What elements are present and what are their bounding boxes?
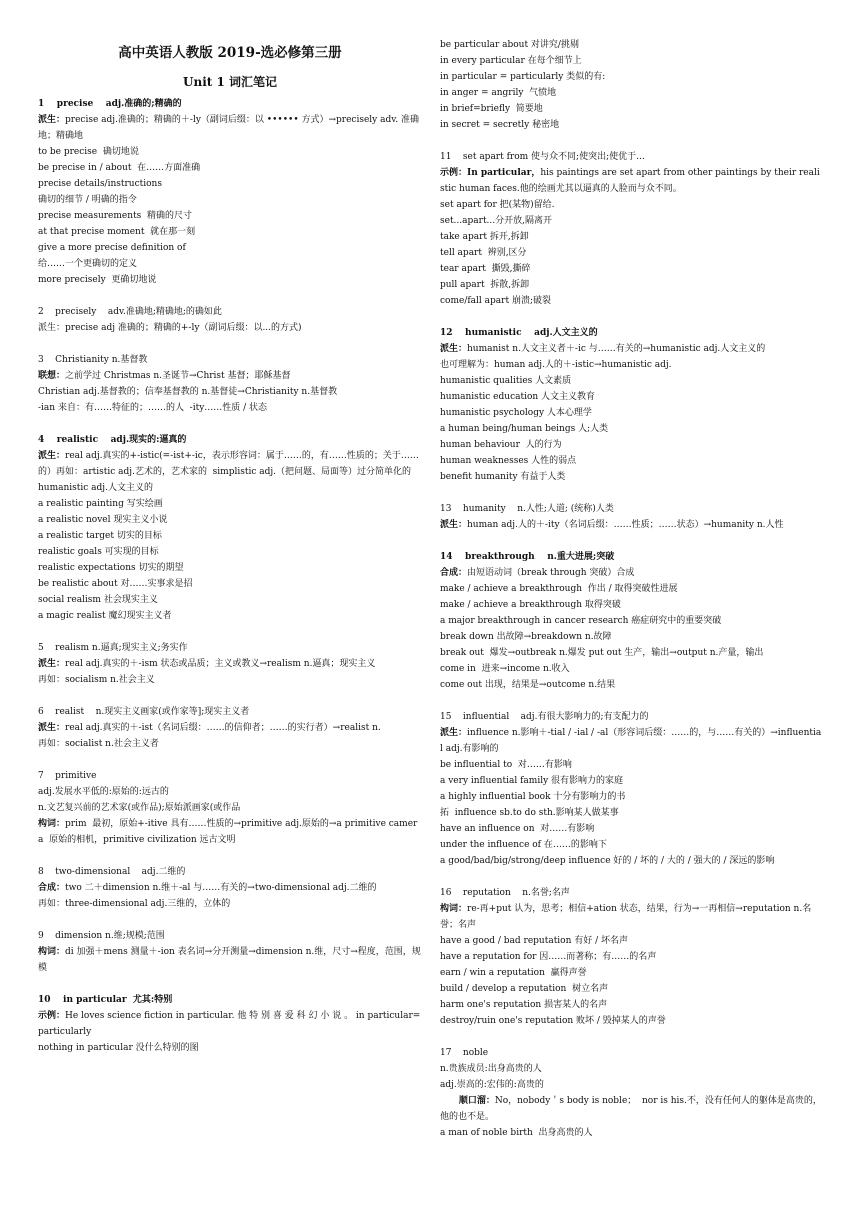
entry-line-text: break down 出故障→breakdown n.故障 — [440, 632, 612, 642]
entry-line — [38, 256, 422, 272]
entry-line-text: benefit humanity 有益于人类 — [440, 472, 566, 482]
entry-line — [38, 720, 422, 736]
entry-line — [38, 1008, 422, 1040]
entry-line — [38, 272, 422, 288]
entry-line — [440, 1013, 824, 1029]
entry-line — [38, 400, 422, 416]
entry-line-text: precise measurements 精确的尺寸 — [38, 211, 192, 221]
entry-line — [440, 661, 824, 677]
entry-line — [440, 757, 824, 773]
entry-line-text: be realistic about 对……实事求是招 — [38, 579, 193, 589]
entry-line-text: in brief=briefly 简要地 — [440, 104, 543, 114]
entry-line — [440, 629, 824, 645]
entry-line-text: realistic expectations 切实的期望 — [38, 563, 184, 573]
entry-line — [440, 69, 824, 85]
entry-line — [38, 448, 422, 480]
entry-line-text: build / develop a reputation 树立名声 — [440, 984, 609, 994]
entry-line-text: a human being/human beings 人;人类 — [440, 424, 609, 434]
entry-line-text: make / achieve a breakthrough 作出 / 取得突破性进展 — [440, 584, 678, 594]
entry-line — [38, 544, 422, 560]
entry-line — [38, 480, 422, 496]
entry-line-label: 合成： — [440, 568, 468, 578]
entry-line-text: adj.崇高的:宏伟的:高贵的 — [440, 1080, 544, 1090]
entry-line-text: have an influence on 对……有影响 — [440, 824, 595, 834]
entry-line-text: prim 最初，原始+-itive 具有……性质的→primitive adj.原始的→a primitive camera 原始的相机，primitive civilization 远古文明 — [38, 819, 418, 845]
entry-line-text: precise adj.准确的；精确的＋-ly（副词后缀：以 •••••• 方式）→precisely adv. 准确地；精确地 — [38, 115, 419, 141]
entry-heading: 6 realist n.现实主义画家(或作家等];现实主义者 — [38, 707, 250, 717]
entry-line-text: -ian 来自：有……特征的；……的人 -ity……性质 / 状态 — [38, 403, 268, 413]
entry-line-text: a realistic painting 写实绘画 — [38, 499, 163, 509]
entry-line — [440, 901, 824, 933]
entry-line-text: tell apart 辨别,区分 — [440, 248, 527, 258]
entry-line-label: 构词： — [38, 947, 66, 957]
entry-line — [440, 421, 824, 437]
entry-heading: 10 in particular 尤其:特别 — [38, 995, 173, 1005]
entry-heading: 9 dimension n.维;规模;范围 — [38, 931, 165, 941]
entry-line — [38, 784, 422, 800]
entry-line-label: 联想： — [38, 371, 66, 381]
entry-line-text: break out 爆发→outbreak n.爆发 put out 生产，输出→output n.产量，输出 — [440, 648, 764, 658]
entry-line — [38, 592, 422, 608]
entry-line — [440, 373, 824, 389]
entry-line — [38, 576, 422, 592]
entry-line-text: humanistic adj.人文主义的 — [38, 483, 153, 493]
entry-line-label: 派生： — [440, 344, 468, 354]
vocab-entry — [38, 928, 422, 976]
entry-line-text: make / achieve a breakthrough 取得突破 — [440, 600, 621, 610]
entry-line — [38, 320, 422, 336]
entry-heading: 14 breakthrough n.重大进展;突破 — [440, 552, 615, 562]
entry-line — [440, 949, 824, 965]
entry-line-text: have a reputation for 因……而著称；有……的名声 — [440, 952, 657, 962]
vocab-entry — [38, 704, 422, 752]
entry-line-text: 确切的细节 / 明确的指令 — [38, 195, 137, 205]
entry-line — [440, 37, 824, 53]
entry-line — [440, 613, 824, 629]
left-column — [38, 44, 422, 1072]
entry-line-text: in every particular 在每个细节上 — [440, 56, 582, 66]
entry-line — [440, 229, 824, 245]
entry-line-text: real adj.真实的＋-ist（名词后缀：……的信仰者；……的实行者）→realist n. — [65, 723, 381, 733]
vocab-entry — [440, 549, 824, 693]
entry-line-text: a major breakthrough in cancer research 癌症研究中的重要突破 — [440, 616, 722, 626]
entry-line — [38, 944, 422, 976]
entry-line — [38, 176, 422, 192]
entry-line-text: 派生：precise adj 准确的；精确的+-ly（副词后缀：以...的方式) — [38, 323, 302, 333]
entry-line-text: tear apart 撕毁,撕碎 — [440, 264, 531, 274]
entry-line — [38, 736, 422, 752]
entry-line-text: real adj.真实的+-istic(=-ist+-ic，表示形容词：属于……的，有……性质的；关于……的）再如：artistic adj.艺术的，艺术家的 simplistic adj.（把问题、局面等）过分简单化的 — [38, 451, 419, 477]
entry-heading: 12 humanistic adj.人文主义的 — [440, 328, 598, 338]
entry-line — [440, 805, 824, 821]
entry-heading: 2 precisely adv.准确地;精确地;的确如此 — [38, 307, 222, 317]
entry-line — [440, 469, 824, 485]
entry-line-text: 由短语动词（break through 突破）合成 — [467, 568, 635, 578]
entry-line-text: earn / win a reputation 赢得声誉 — [440, 968, 587, 978]
right-entries — [440, 37, 824, 1141]
entry-heading: 3 Christianity n.基督教 — [38, 355, 148, 365]
entry-line — [440, 789, 824, 805]
entry-line-text: come/fall apart 崩溃;破裂 — [440, 296, 551, 306]
entry-line — [440, 277, 824, 293]
entry-line — [440, 101, 824, 117]
entry-line — [440, 565, 824, 581]
entry-line-text: a very influential family 很有影响力的家庭 — [440, 776, 624, 786]
entry-line-text: to be precise 确切地说 — [38, 147, 139, 157]
entry-line — [440, 53, 824, 69]
entry-line-text: re-再+put 认为，思考；相信+ation 状态，结果，行为→一再相信→reputation n.名誉；名声 — [440, 904, 812, 930]
vocab-entry — [38, 768, 422, 848]
entry-line-label: 派生： — [38, 451, 66, 461]
entry-heading: 5 realism n.逼真;现实主义;务实作 — [38, 643, 188, 653]
entry-line-text: human weaknesses 人性的弱点 — [440, 456, 577, 466]
entry-line-text: n.文艺复兴前的艺术家(或作品);原始派画家(或作品 — [38, 803, 241, 813]
entry-line-text: a magic realist 魔幻现实主义者 — [38, 611, 172, 621]
entry-line-text: be influential to 对……有影响 — [440, 760, 572, 770]
vocab-entry — [38, 864, 422, 912]
right-column — [440, 37, 824, 1157]
entry-line — [440, 933, 824, 949]
entry-line — [440, 517, 824, 533]
vocab-entry — [38, 304, 422, 336]
entry-line — [38, 896, 422, 912]
entry-line-text: 也可理解为：human adj.人的＋-istic→humanistic adj. — [440, 360, 672, 370]
entry-line — [440, 597, 824, 613]
entry-line-text: 再如：socialism n.社会主义 — [38, 675, 155, 685]
entry-line-text: realistic goals 可实现的目标 — [38, 547, 159, 557]
entry-line — [38, 496, 422, 512]
entry-line — [440, 677, 824, 693]
entry-line — [440, 821, 824, 837]
entry-line — [440, 725, 824, 757]
entry-line — [440, 1077, 824, 1093]
unit-subtitle: Unit 1 词汇笔记 — [183, 75, 277, 89]
entry-line-text: in particular = particularly 类似的有: — [440, 72, 606, 82]
entry-line-text: two 二＋dimension n.维＋-al 与……有关的→two-dimensional adj.二维的 — [65, 883, 377, 893]
entry-heading: 7 primitive — [38, 771, 97, 781]
vocab-entry — [440, 325, 824, 485]
entry-line-text: pull apart 拆散,拆卸 — [440, 280, 530, 290]
entry-line-text: have a good / bad reputation 有好 / 坏名声 — [440, 936, 629, 946]
entry-line-label: 派生： — [440, 520, 468, 530]
entry-line-text: nothing in particular 没什么特别的图 — [38, 1043, 199, 1053]
entry-line — [440, 341, 824, 357]
entry-heading: 1 precise adj.准确的;精确的 — [38, 99, 182, 109]
entry-line — [38, 144, 422, 160]
entry-line — [440, 773, 824, 789]
entry-line — [440, 85, 824, 101]
entry-line-text: at that precise moment 就在那一刻 — [38, 227, 196, 237]
entry-line — [440, 1093, 824, 1125]
entry-line-text: human behaviour 人的行为 — [440, 440, 562, 450]
entry-line-text: di 加强＋mens 测量＋-ion 表名词→分开测量→dimension n.维，尺寸→程度，范围，规模 — [38, 947, 421, 973]
entry-line-text: humanist n.人文主义者＋-ic 与……有关的→humanistic adj.人文主义的 — [467, 344, 766, 354]
entry-line — [38, 816, 422, 848]
entry-line-text: precise details/instructions — [38, 179, 162, 189]
entry-line-label: 派生： — [38, 115, 66, 125]
entry-line — [440, 837, 824, 853]
entry-line-label: 派生： — [440, 728, 468, 738]
vocab-entry — [38, 352, 422, 416]
entry-line — [440, 197, 824, 213]
entry-line — [440, 245, 824, 261]
entry-line — [38, 672, 422, 688]
entry-line-text: n.贵族成员:出身高贵的人 — [440, 1064, 542, 1074]
entry-line — [440, 965, 824, 981]
entry-line — [440, 293, 824, 309]
page-title: 高中英语人教版 2019-选必修第三册 — [118, 45, 342, 61]
vocab-entry — [440, 885, 824, 1029]
entry-line — [38, 880, 422, 896]
entry-line-text: come in 进来→income n.收入 — [440, 664, 570, 674]
entry-line-text: humanistic qualities 人文素质 — [440, 376, 572, 386]
entry-line — [38, 224, 422, 240]
entry-line — [440, 645, 824, 661]
entry-line — [38, 240, 422, 256]
entry-line-text: humanistic psychology 人本心理学 — [440, 408, 592, 418]
entry-line-text: a man of noble birth 出身高贵的人 — [440, 1128, 593, 1138]
entry-line-text: influence n.影响＋-tial / -ial / -al（形容词后缀：……的，与……有关的）→influential adj.有影响的 — [440, 728, 822, 754]
entry-line-text: give a more precise definition of — [38, 243, 186, 253]
entry-line — [38, 368, 422, 384]
entry-line-text: No，nobody＇s body is noble； nor is his.不，没有任何人的躯体是高贵的，他的也不是。 — [440, 1096, 822, 1122]
vocab-entry — [440, 149, 824, 309]
entry-line-text: come out 出现，结果是→outcome n.结果 — [440, 680, 616, 690]
vocab-entry — [440, 1045, 824, 1141]
entry-line — [440, 357, 824, 373]
entry-line — [38, 800, 422, 816]
entry-line-text: humanistic education 人文主义教育 — [440, 392, 596, 402]
entry-line — [440, 1061, 824, 1077]
entry-line — [38, 192, 422, 208]
entry-line-text: in anger = angrily 气愤地 — [440, 88, 557, 98]
entry-heading: 15 influential adj.有很大影响力的;有支配力的 — [440, 712, 649, 722]
entry-line — [38, 608, 422, 624]
entry-line-text: He loves science fiction in particular. 他 特 别 喜 爱 科 幻 小 说 。 in particular=particularly — [38, 1011, 421, 1037]
entry-line-text: more precisely 更确切地说 — [38, 275, 157, 285]
entry-line — [440, 213, 824, 229]
entry-line-text: adj.发展水平低的:原始的:远古的 — [38, 787, 169, 797]
entry-line-label: 派生： — [38, 659, 66, 669]
entry-line — [440, 261, 824, 277]
entry-heading: 13 humanity n.人性;人道; (统称)人类 — [440, 504, 614, 514]
entry-line-text: a realistic novel 现实主义小说 — [38, 515, 168, 525]
entry-line — [440, 437, 824, 453]
entry-line-text: a highly influential book 十分有影响力的书 — [440, 792, 626, 802]
entry-line — [440, 389, 824, 405]
entry-heading: 16 reputation n.名誉;名声 — [440, 888, 570, 898]
vocab-entry — [440, 709, 824, 869]
entry-line-text: be particular about 对讲究/挑剔 — [440, 40, 579, 50]
vocab-entry — [440, 37, 824, 133]
entry-line-text: set...apart...分开放,隔离开 — [440, 216, 552, 226]
entry-line — [38, 112, 422, 144]
entry-line-text: be precise in / about 在……方面准确 — [38, 163, 201, 173]
entry-line — [38, 384, 422, 400]
vocab-entry — [38, 96, 422, 288]
vocab-entry — [38, 640, 422, 688]
entry-heading: 17 noble — [440, 1048, 489, 1058]
entry-heading: 8 two-dimensional adj.二维的 — [38, 867, 186, 877]
entry-line-label: 派生： — [38, 723, 66, 733]
vocab-entry — [440, 501, 824, 533]
entry-line-text: 之前学过 Christmas n.圣诞节→Christ 基督；耶稣基督 — [65, 371, 291, 381]
entry-line — [440, 997, 824, 1013]
entry-line-text: 给……一个更确切的定义 — [38, 259, 138, 269]
entry-line-label: 示例：In particular， — [440, 168, 541, 178]
entry-line-text: take apart 拆开,拆卸 — [440, 232, 529, 242]
vocab-entry — [38, 992, 422, 1056]
entry-line — [440, 165, 824, 197]
entry-line-text: social realism 社会现实主义 — [38, 595, 158, 605]
entry-line — [440, 853, 824, 869]
entry-line — [38, 656, 422, 672]
entry-line — [38, 528, 422, 544]
entry-line — [38, 208, 422, 224]
entry-line-text: human adj.人的＋-ity（名词后缀：……性质；……状态）→humanity n.人性 — [467, 520, 784, 530]
entry-line-text: 拓 influence sb.to do sth.影响某人做某事 — [440, 808, 619, 818]
entry-line-text: his paintings are set apart from other paintings by their realistic human faces.他的绘画尤其以逼真的人脸而与众不同。 — [440, 168, 820, 194]
entry-line-text: a good/bad/big/strong/deep influence 好的 / 坏的 / 大的 / 强大的 / 深远的影响 — [440, 856, 775, 866]
entry-line-text: Christian adj.基督教的；信奉基督教的 n.基督徒→Christianity n.基督教 — [38, 387, 338, 397]
entry-line-text: harm one's reputation 损害某人的名声 — [440, 1000, 608, 1010]
entry-line — [38, 560, 422, 576]
entry-line-label: 顺口溜： — [440, 1096, 495, 1106]
entry-line — [440, 453, 824, 469]
entry-line-label: 合成： — [38, 883, 66, 893]
entry-line-text: 再如：three-dimensional adj.三维的，立体的 — [38, 899, 231, 909]
entry-line — [440, 581, 824, 597]
entry-line-text: in secret = secretly 秘密地 — [440, 120, 560, 130]
entry-line — [38, 512, 422, 528]
entry-line-text: under the influence of 在……的影响下 — [440, 840, 607, 850]
entry-heading: 11 set apart from 使与众不同;使突出;使优于... — [440, 152, 645, 162]
entry-line-label: 构词： — [440, 904, 468, 914]
entry-line — [440, 117, 824, 133]
entry-line-text: 再如：socialist n.社会主义者 — [38, 739, 159, 749]
entry-line — [38, 160, 422, 176]
entry-line-label: 示例： — [38, 1011, 66, 1021]
entry-line-text: a realistic target 切实的目标 — [38, 531, 162, 541]
vocab-entry — [38, 432, 422, 624]
entry-line-text: real adj.真实的＋-ism 状态或品质；主义或教义→realism n.逼真；现实主义 — [65, 659, 376, 669]
entry-line — [38, 1040, 422, 1056]
entry-line — [440, 405, 824, 421]
entry-heading: 4 realistic adj.现实的:逼真的 — [38, 435, 187, 445]
left-entries — [38, 96, 422, 1056]
entry-line-text: set apart for 把(某物)留给. — [440, 200, 555, 210]
entry-line-label: 构词： — [38, 819, 66, 829]
entry-line-text: destroy/ruin one's reputation 败坏 / 毁掉某人的声誉 — [440, 1016, 666, 1026]
entry-line — [440, 981, 824, 997]
entry-line — [440, 1125, 824, 1141]
